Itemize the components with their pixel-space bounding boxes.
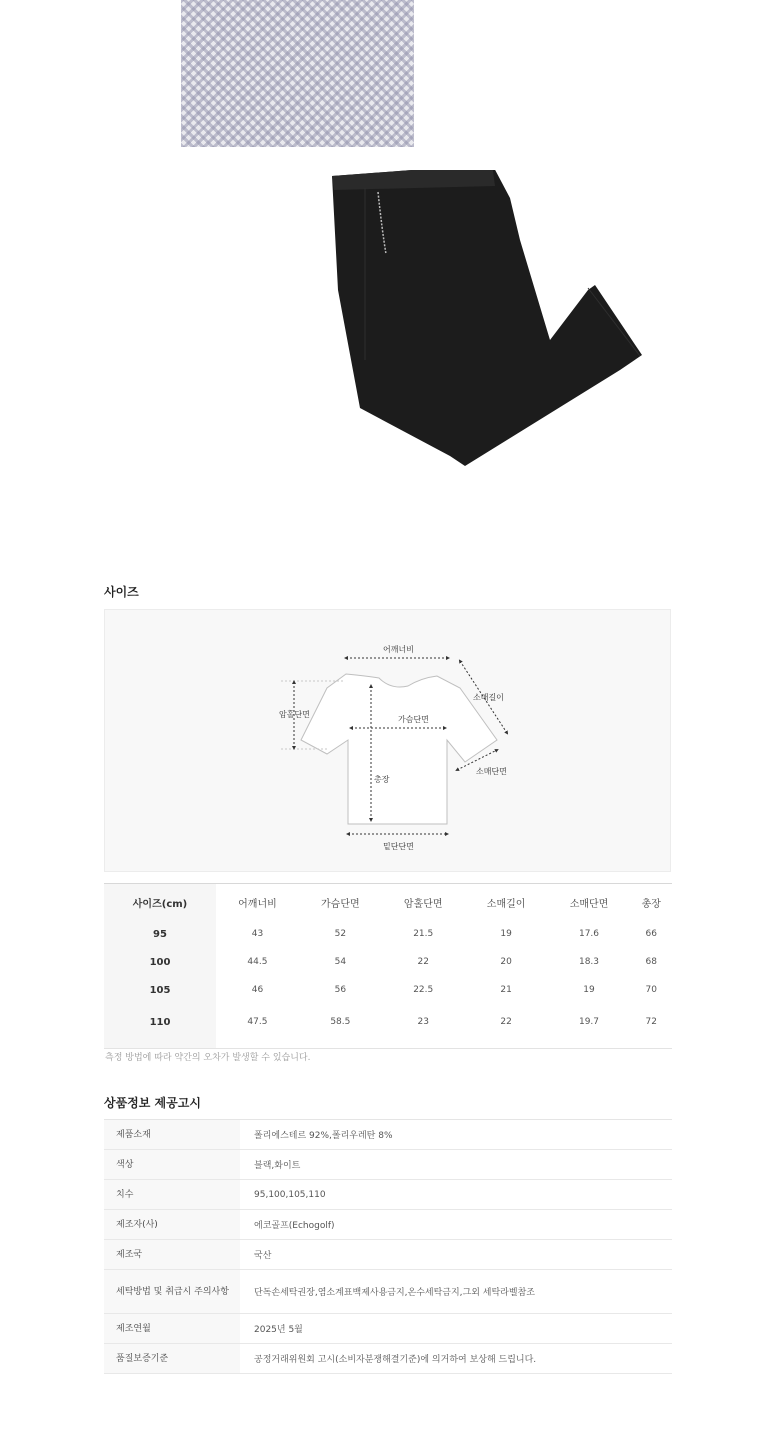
measure-cell: 18.3 bbox=[578, 957, 600, 967]
size-table-header-row bbox=[104, 884, 672, 921]
size-diagram bbox=[104, 609, 671, 872]
info-value: 폴리에스테르 92%,폴리우레탄 8% bbox=[254, 1131, 393, 1141]
measure-cell: 58.5 bbox=[330, 1017, 351, 1027]
table-row bbox=[104, 1344, 672, 1374]
measure-cell: 17.6 bbox=[578, 929, 600, 939]
measure-cell: 47.5 bbox=[247, 1017, 268, 1027]
measure-cell: 22 bbox=[500, 1017, 512, 1027]
size-header-cell: 소매길이 bbox=[486, 898, 526, 910]
size-cell: 110 bbox=[104, 1004, 216, 1049]
measure-cell: 21 bbox=[500, 985, 512, 995]
product-info-table bbox=[104, 1119, 672, 1374]
size-note: 측정 방법에 따라 약간의 오차가 발생할 수 있습니다. bbox=[105, 1053, 311, 1063]
measure-cell: 22 bbox=[417, 957, 429, 967]
measure-cell: 43 bbox=[251, 929, 264, 939]
measure-cell: 72 bbox=[645, 1017, 657, 1027]
table-row bbox=[104, 1150, 672, 1180]
measure-cell: 23 bbox=[417, 1017, 429, 1027]
info-label: 제조국 bbox=[104, 1240, 240, 1270]
table-row bbox=[104, 1004, 672, 1049]
size-header-cell: 어깨너비 bbox=[238, 898, 277, 910]
size-cell: 100 bbox=[104, 948, 216, 976]
measure-cell: 54 bbox=[334, 957, 347, 967]
size-cell: 95 bbox=[104, 920, 216, 948]
label-hem: 밑단단면 bbox=[383, 842, 414, 851]
table-row bbox=[104, 1180, 672, 1210]
info-label: 제조연월 bbox=[104, 1314, 240, 1344]
label-armhole: 암홀단면 bbox=[279, 710, 310, 719]
label-sleeve-opening: 소매단면 bbox=[476, 767, 507, 776]
measure-cell: 44.5 bbox=[247, 957, 268, 967]
info-value: 95,100,105,110 bbox=[254, 1189, 326, 1200]
size-cell: 105 bbox=[104, 976, 216, 1004]
info-value: 블랙,화이트 bbox=[254, 1161, 301, 1171]
pants-product-image bbox=[320, 170, 660, 475]
info-label: 색상 bbox=[104, 1150, 240, 1180]
table-row bbox=[104, 1314, 672, 1344]
size-header-cell: 사이즈(cm) bbox=[104, 884, 216, 921]
table-row bbox=[104, 920, 672, 948]
measure-cell: 46 bbox=[251, 985, 264, 995]
measure-cell: 19 bbox=[500, 929, 512, 939]
label-shoulder: 어깨너비 bbox=[383, 645, 414, 654]
measure-cell: 21.5 bbox=[413, 929, 434, 939]
measure-cell: 52 bbox=[334, 929, 347, 939]
measure-cell: 20 bbox=[500, 957, 512, 967]
measure-cell: 68 bbox=[645, 957, 657, 967]
info-label: 제조자(사) bbox=[104, 1210, 240, 1240]
measure-cell: 22.5 bbox=[413, 985, 434, 995]
measure-cell: 70 bbox=[645, 985, 657, 995]
info-value: 국산 bbox=[254, 1251, 272, 1261]
info-label: 제품소재 bbox=[104, 1120, 240, 1150]
info-value: 에코골프(Echogolf) bbox=[254, 1221, 335, 1231]
table-row bbox=[104, 1240, 672, 1270]
size-table bbox=[104, 883, 672, 1049]
info-value: 2025년 5월 bbox=[254, 1325, 303, 1335]
label-chest: 가슴단면 bbox=[398, 715, 429, 724]
label-length: 총장 bbox=[374, 775, 390, 784]
size-header-cell: 소매단면 bbox=[569, 898, 609, 910]
tshirt-outline-icon bbox=[301, 674, 497, 824]
info-label: 품질보증기준 bbox=[104, 1344, 240, 1374]
measure-cell: 19.7 bbox=[578, 1017, 600, 1027]
table-row bbox=[104, 948, 672, 976]
shirt-pattern-image bbox=[181, 0, 414, 147]
size-header-cell: 총장 bbox=[641, 898, 661, 910]
table-row bbox=[104, 1210, 672, 1240]
size-header-cell: 가슴단면 bbox=[321, 898, 360, 910]
info-value: 단독손세탁권장,염소계표백제사용금지,온수세탁금지,그외 세탁라벨참조 bbox=[254, 1288, 535, 1298]
measure-cell: 56 bbox=[334, 985, 347, 995]
table-row bbox=[104, 1270, 672, 1314]
size-header-cell: 암홀단면 bbox=[403, 898, 443, 910]
info-value: 공정거래위원회 고시(소비자분쟁해결기준)에 의거하여 보상해 드립니다. bbox=[254, 1355, 537, 1365]
table-row bbox=[104, 1120, 672, 1150]
size-section-title: 사이즈 bbox=[104, 585, 139, 599]
info-label: 세탁방법 및 취급시 주의사항 bbox=[104, 1270, 240, 1314]
label-sleeve-length: 소매길이 bbox=[473, 693, 504, 702]
measure-cell: 66 bbox=[645, 929, 657, 939]
table-row bbox=[104, 976, 672, 1004]
product-info-title: 상품정보 제공고시 bbox=[104, 1096, 201, 1110]
info-label: 치수 bbox=[104, 1180, 240, 1210]
measure-cell: 19 bbox=[583, 985, 595, 995]
